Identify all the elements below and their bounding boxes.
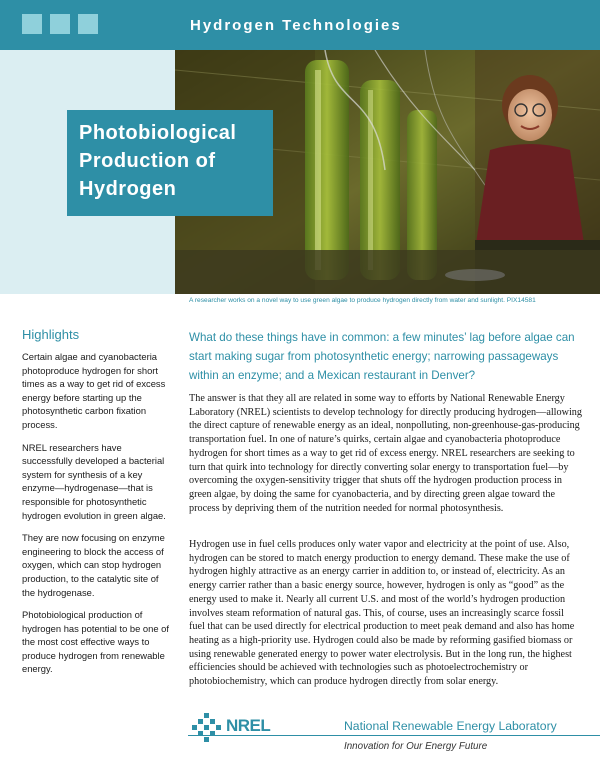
nrel-logo-text: NREL (226, 716, 271, 735)
lead-paragraph: What do these things have in common: a few minutes’ lag before algae can start making sugar from photosynthetic energy; narrowing passageways within an enzyme; and a Mexican restaurant in Denver? (189, 331, 575, 382)
header-square (22, 14, 42, 34)
highlight-item: Photobiological production of hydrogen has potential to be one of the most cost effective ways to produce hydrogen from renewable energy. (22, 609, 169, 675)
nrel-logo-icon (189, 712, 223, 746)
highlight-item: They are now focusing on enzyme engineering to block the access of oxygen, which can stop hydrogen production, to the catalytic site of the hydrogenase. (22, 532, 165, 598)
body-paragraph: The answer is that they all are related in some way to efforts by National Renewable Energy Laboratory (NREL) scientists to develop technology for directly producing hydrogen—allowing the direct capture of renewable energy as an ideal, nonpolluting, non-greenhouse-gas-producing transportation fuel. In one of nature’s quirks, certain algae and cyanobacteria photoproduce hydrogen for short times as a way to get rid of excess energy. NREL researchers are seeking to turn that quirk into technology for directly converting solar energy to transportation fuel—by overcoming the oxygen-sensitivity trigger that shuts off the hydrogen production process in green algae, by doing the same for cyanobacteria, and by directing green algae toward the process by depriving them of the nutrition needed for normal photosynthesis. (189, 393, 582, 514)
highlights-column (22, 327, 172, 685)
header-square (78, 14, 98, 34)
highlight-item: NREL researchers have successfully developed a bacterial system for synthesis of a key enzyme—hydrogenase—that is responsible for photosynthetic hydrogen evolution in green algae. (22, 441, 166, 521)
series-title: Hydrogen Technologies (190, 17, 402, 34)
header-square (50, 14, 70, 34)
page-title-line: Hydrogen (79, 178, 177, 200)
body-paragraph: Hydrogen use in fuel cells produces only water vapor and electricity at the point of use. Also, hydrogen can be stored to match energy production to energy demand. These make the use of hydrogen highly attractive as an energy carrier in addition to, or instead of, electricity. As an energy carrier rather than a basic energy source, however, hydrogen is only as “good” as the energy used to make it. Nearly all current U.S. and most of the world’s hydrogen production involves steam reformation of natural gas. This, of course, uses an increasingly scarce fossil fuel that can be used directly for electrical production to meet peak demand and also has home heating as a high-priority use. Hydrogen could also be made by reforming gasified biomass or using renewable generated energy to power water electrolysis. But in the long run, the highest efficiencies should be achieved with technologies such as photoelectrochemistry or photobiochemistry, which can produce hydrogen directly from solar energy. (189, 539, 575, 688)
page-title-line: Production of (79, 150, 216, 172)
title-box (67, 110, 273, 216)
header-squares (22, 14, 98, 34)
highlights-heading: Highlights (22, 327, 80, 342)
header-band (0, 0, 600, 50)
highlight-item: Certain algae and cyanobacteria photoproduce hydrogen for short times as a way to get rid of excess energy before starting up the photosynthetic carbon fixation process. (22, 351, 166, 430)
lab-name: National Renewable Energy Laboratory (344, 719, 557, 733)
footer-divider (188, 735, 600, 736)
page-title-line: Photobiological (79, 122, 237, 144)
tagline: Innovation for Our Energy Future (344, 741, 488, 752)
photo-caption: A researcher works on a novel way to use green algae to produce hydrogen directly from water and sunlight. PIX14581 (189, 297, 536, 304)
